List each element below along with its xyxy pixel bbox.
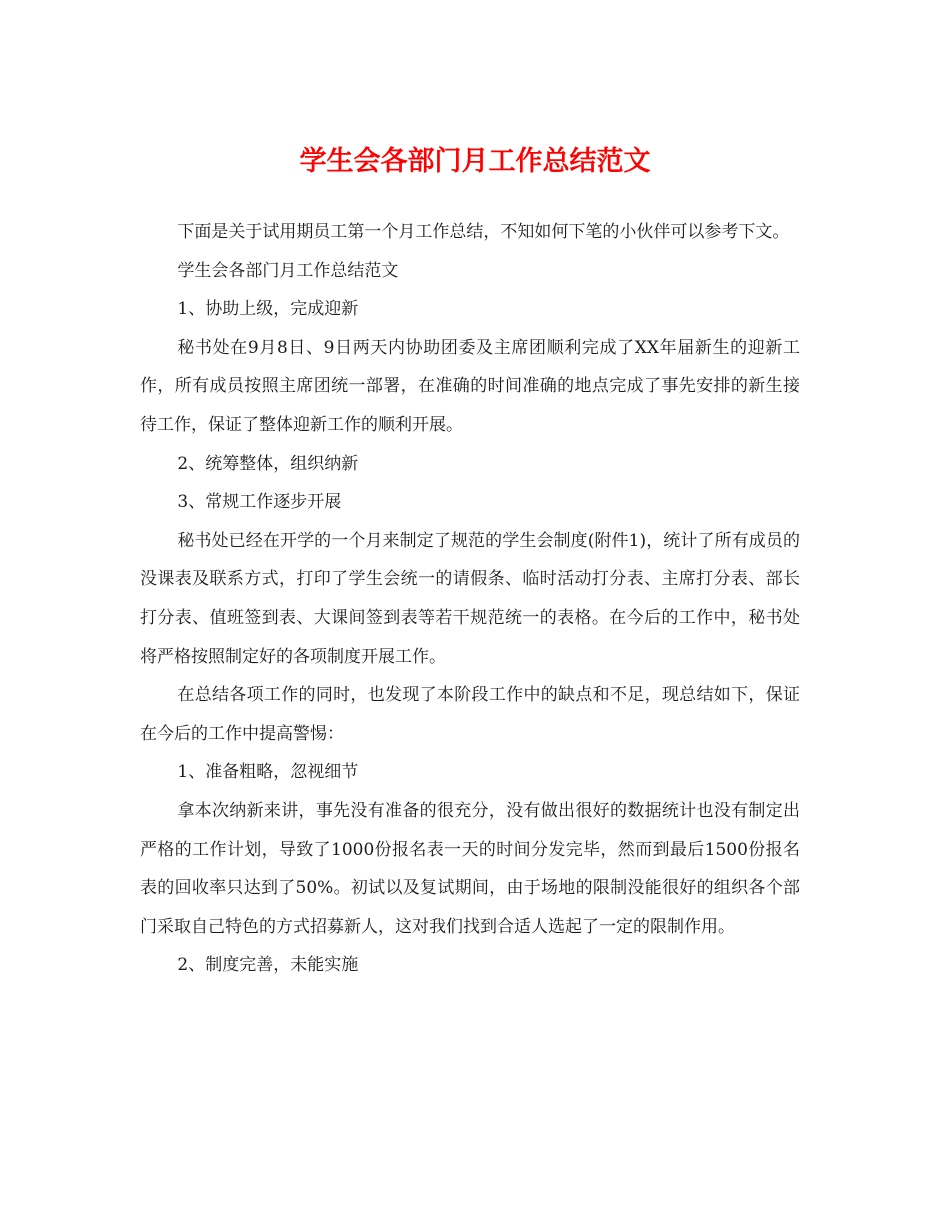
intro-paragraph: 下面是关于试用期员工第一个月工作总结，不知如何下笔的小伙伴可以参考下文。	[177, 222, 790, 242]
section-heading: 1、协助上级，完成迎新	[177, 299, 359, 320]
section-heading: 1、准备粗略，忽视细节	[177, 762, 359, 783]
document-title: 学生会各部门月工作总结范文	[299, 146, 651, 177]
document-body	[140, 213, 800, 985]
section-heading: 2、统筹整体，组织纳新	[177, 453, 359, 474]
body-paragraph: 秘书处在9月8日、9日两天内协助团委及主席团顺利完成了XX年届新生的迎新工作，所有成员按照主席团统一部署，在准确的时间准确的地点完成了事先安排的新生接待工作，保证了整体迎新工作的顺利开展。	[140, 337, 800, 435]
section-heading: 3、常规工作逐步开展	[177, 492, 342, 513]
body-paragraph: 秘书处已经在开学的一个月来制定了规范的学生会制度(附件1)，统计了所有成员的没课表及联系方式，打印了学生会统一的请假条、临时活动打分表、主席打分表、部长打分表、值班签到表、大课间签到表等若干规范统一的表格。在今后的工作中，秘书处将严格按照制定好的各项制度开展工作。	[140, 530, 800, 667]
subtitle-paragraph: 学生会各部门月工作总结范文	[177, 260, 399, 281]
section-heading: 2、制度完善，未能实施	[177, 955, 359, 976]
body-paragraph: 在总结各项工作的同时，也发现了本阶段工作中的缺点和不足，现总结如下，保证在今后的工作中提高警惕：	[140, 685, 800, 744]
body-paragraph: 拿本次纳新来讲，事先没有准备的很充分，没有做出很好的数据统计也没有制定出严格的工作计划，导致了1000份报名表一天的时间分发完毕，然而到最后1500份报名表的回收率只达到了50%。初试以及复试期间，由于场地的限制没能很好的组织各个部门采取自己特色的方式招募新人，这对我们找到合适人选起了一定的限制作用。	[140, 800, 800, 937]
